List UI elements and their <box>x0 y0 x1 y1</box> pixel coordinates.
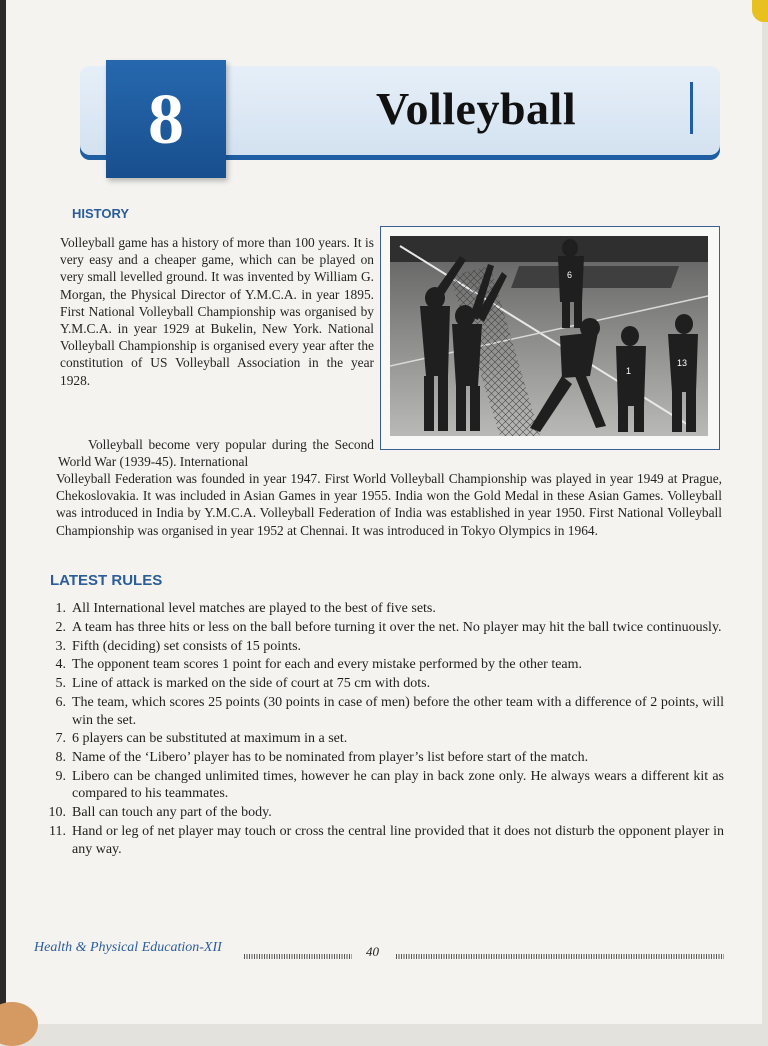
footer-dotted-rule <box>396 954 724 959</box>
rule-item <box>30 638 724 656</box>
rule-item <box>30 694 724 729</box>
latest-rules-heading: LATEST RULES <box>50 572 163 589</box>
rule-item <box>30 619 724 637</box>
history-paragraph-1: Volleyball game has a history of more than 100 years. It is very easy and a cheaper game, which can be played on very small levelled ground. It was invented by William G. Morgan, the Physical Director of Y.M.C.A. in year 1895. First National Volleyball Championship was organised by Y.M.C.A. in year 1929 at Bukelin, New York. National Volleyball Championship is organised every year after the constitution of US Volleyball Association in the year 1928. <box>60 235 374 388</box>
page-number: 40 <box>366 944 379 959</box>
rule-item <box>30 730 724 748</box>
volleyball-photo-illustration <box>390 236 708 436</box>
rule-text: A team has three hits or less on the ball before turning it over the net. No player may hit the ball twice continuously. <box>72 619 722 635</box>
rule-number: 3. <box>55 638 66 654</box>
rule-number: 1. <box>55 601 66 616</box>
footer-dotted-rule <box>244 954 352 959</box>
rule-text: Name of the ‘Libero’ player has to be nominated from player’s list before start of the match. <box>72 750 589 766</box>
rules-list <box>30 600 724 859</box>
rule-number: 9. <box>55 768 66 784</box>
rule-number: 4. <box>55 657 66 673</box>
rule-number: 2. <box>55 619 66 635</box>
jersey-number: 1 <box>626 366 632 376</box>
rule-text: Hand or leg of net player may touch or cross the central line provided that it does not disturb the opponent player in any way. <box>72 824 724 857</box>
rule-text: The opponent team scores 1 point for each and every mistake performed by the other team. <box>72 657 583 673</box>
rule-number: 5. <box>55 676 66 692</box>
rule-number: 6. <box>55 694 66 710</box>
rule-text: The team, which scores 25 points (30 points in case of men) before the other team with a difference of 2 points, will win the set. <box>72 694 724 728</box>
rule-item <box>30 656 724 674</box>
rule-item <box>30 600 724 618</box>
rule-item <box>30 768 724 803</box>
footer-book-title: Health & Physical Education-XII <box>34 940 222 955</box>
chapter-number: 8 <box>106 60 226 178</box>
rule-number: 11. <box>49 824 66 839</box>
rule-number: 7. <box>55 731 66 747</box>
rule-text: All International level matches are played to the best of five sets. <box>72 601 436 616</box>
rule-item <box>30 749 724 767</box>
jersey-number: 6 <box>567 270 573 280</box>
jersey-number: 13 <box>677 358 688 368</box>
rule-number: 10. <box>48 805 66 821</box>
rule-item <box>30 804 724 822</box>
history-heading: HISTORY <box>72 206 130 221</box>
rule-item <box>30 823 724 858</box>
rule-text: Fifth (deciding) set consists of 15 points. <box>72 638 302 654</box>
rule-number: 8. <box>55 750 66 766</box>
rule-item <box>30 675 724 693</box>
history-paragraph-2: Volleyball become very popular during the Second World War (1939-45). International <box>58 437 374 470</box>
volleyball-match-photo <box>390 236 708 436</box>
rule-text: Libero can be changed unlimited times, however he can play in back zone only. He always wears a different kit as compared to his teammates. <box>72 768 724 802</box>
rule-text: Ball can touch any part of the body. <box>72 805 272 821</box>
title-accent-bar <box>690 82 693 134</box>
chapter-title: Volleyball <box>376 83 577 134</box>
history-paragraph-3: Volleyball Federation was founded in year 1947. First World Volleyball Championship was played in year 1949 at Prague, Chekoslovakia. It was included in Asian Games in year 1955. India won the Gold Medal in these Asian Games. Volleyball was introduced in India by Y.M.C.A. Volleyball Federation of India was established in year 1950. First National Volleyball Championship was organised in year 1952 at Chennai. It was introduced in Tokyo Olympics in 1964. <box>56 471 722 538</box>
rule-text: 6 players can be substituted at maximum in a set. <box>72 731 348 747</box>
rule-text: Line of attack is marked on the side of court at 75 cm with dots. <box>72 676 431 692</box>
